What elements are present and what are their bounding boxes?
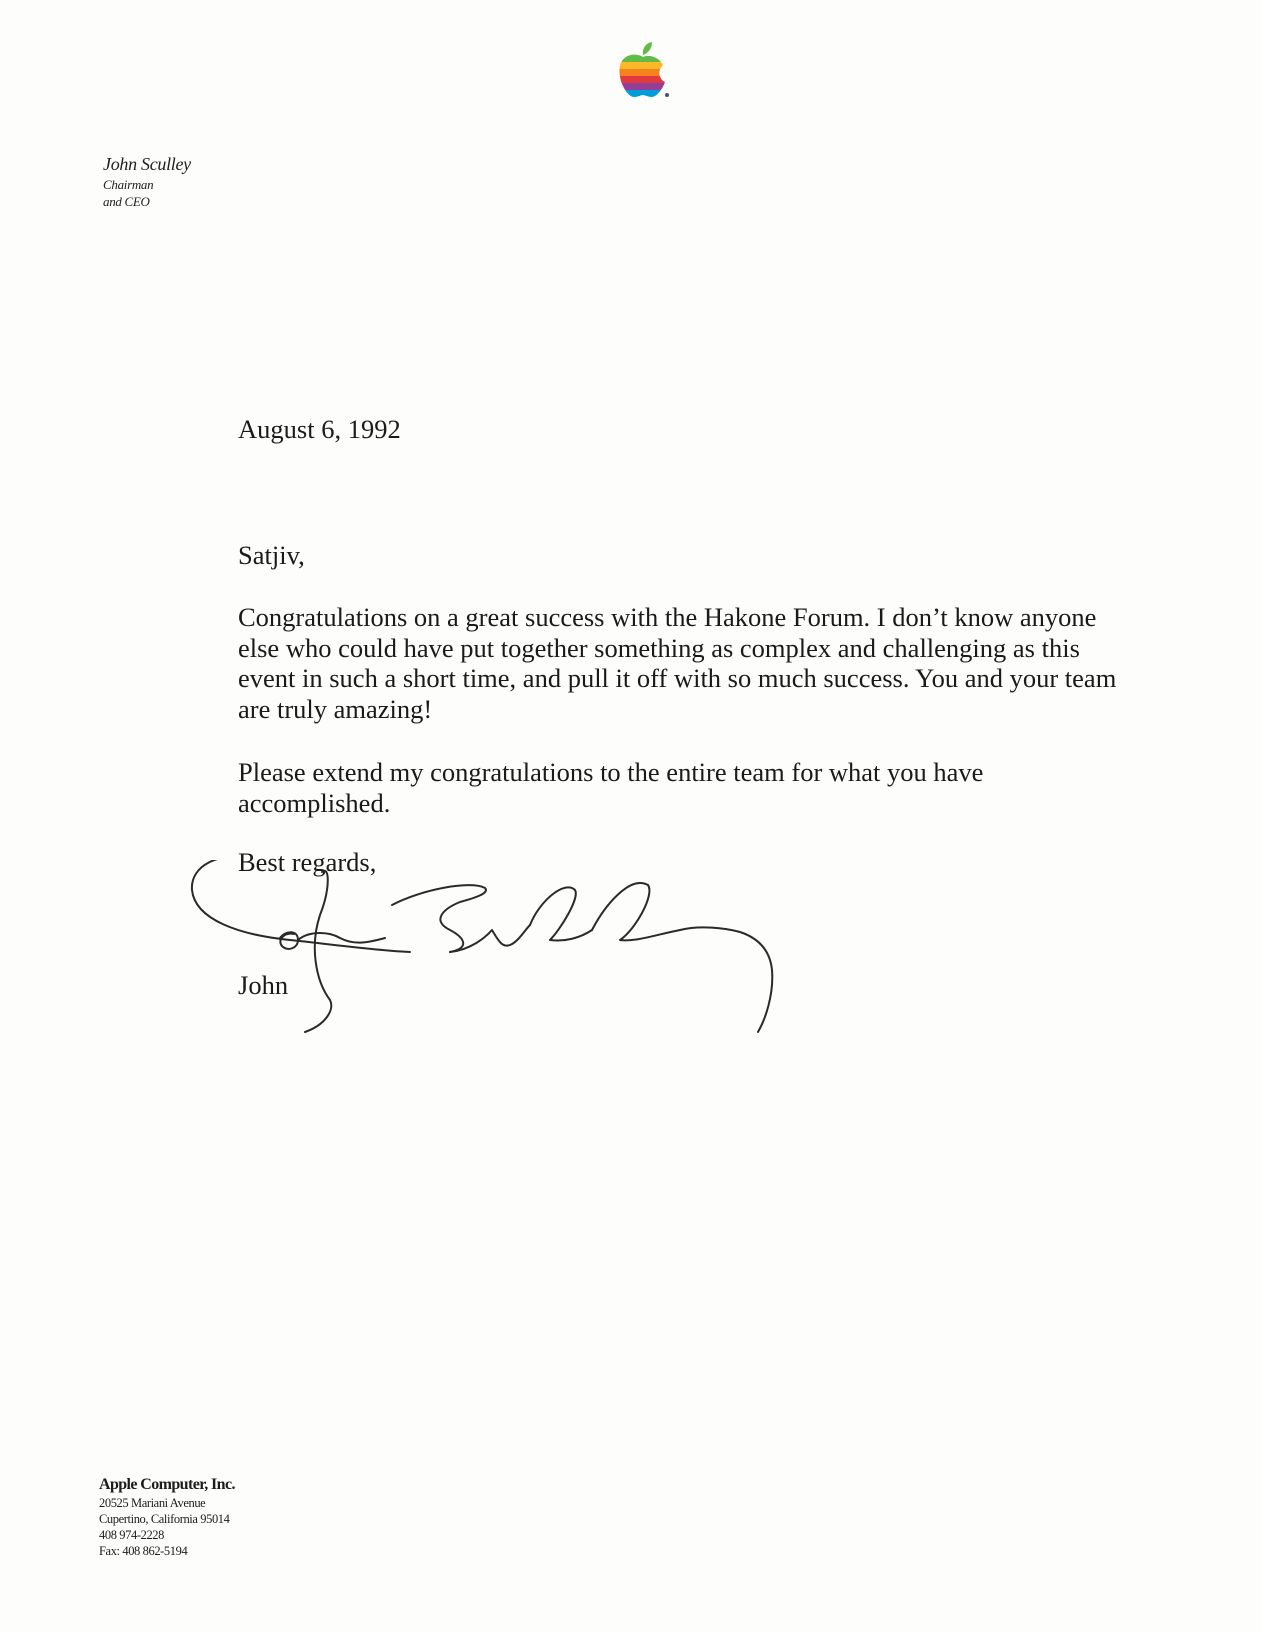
letter-closing: Best regards, [238, 847, 377, 877]
letter-signoff: John [238, 970, 289, 1000]
apple-leaf-icon [643, 42, 652, 55]
executive-title-line2: and CEO [103, 194, 150, 209]
letter-salutation: Satjiv, [238, 540, 305, 570]
phone-number: 408 974-2228 [99, 1528, 164, 1542]
executive-header [103, 152, 191, 210]
executive-name: John Sculley [103, 154, 191, 174]
fax-number: Fax: 408 862-5194 [99, 1544, 188, 1558]
letter-paragraph: Congratulations on a great success with the Hakone Forum. I don’t know anyone else who could have put together something as complex and challenging as this event in such a short time, and pull it off with so much success. You and your team are truly amazing! [238, 602, 1117, 724]
company-footer [99, 1475, 235, 1559]
letter-date: August 6, 1992 [238, 414, 401, 444]
city-state-zip: Cupertino, California 95014 [99, 1512, 230, 1526]
address-line: 20525 Mariani Avenue [99, 1496, 206, 1510]
executive-title-line1: Chairman [103, 177, 154, 192]
company-name: Apple Computer, Inc. [99, 1476, 235, 1493]
letter-paragraph: Please extend my congratulations to the entire team for what you have accomplished. [238, 757, 984, 818]
signature-icon [180, 860, 820, 1080]
apple-logo-icon [615, 40, 671, 104]
